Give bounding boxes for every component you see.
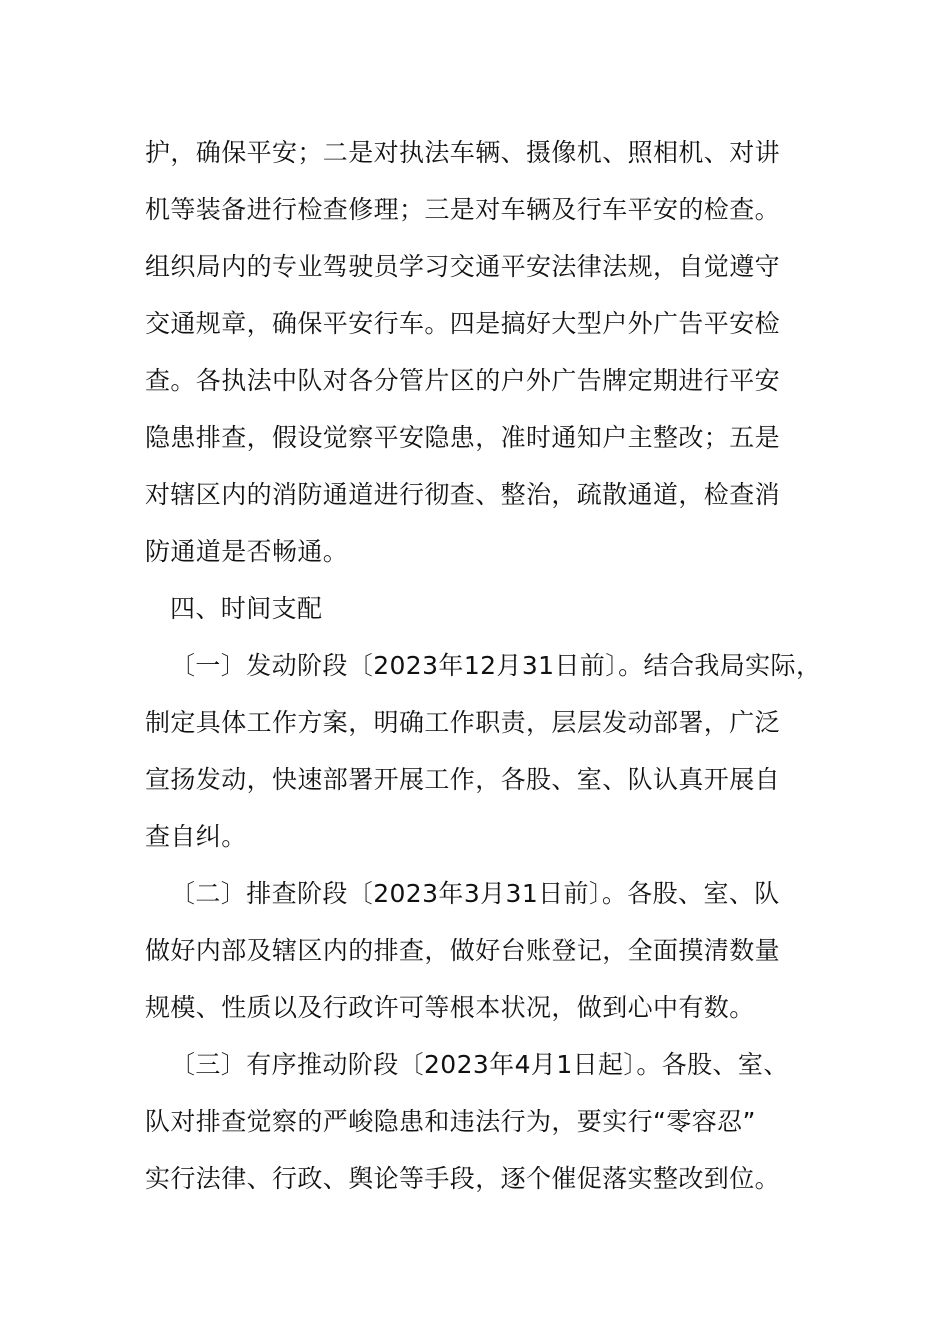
body-line: 护，确保平安；二是对执法车辆、摄像机、照相机、对讲 (145, 138, 781, 167)
body-line: 查。各执法中队对各分管片区的户外广告牌定期进行平安 (145, 366, 781, 395)
body-line: 制定具体工作方案，明确工作职责，层层发动部署，广泛 (145, 708, 781, 737)
body-line: 机等装备进行检查修理；三是对车辆及行车平安的检查。 (145, 195, 781, 224)
body-line: 隐患排查，假设觉察平安隐患，准时通知户主整改；五是 (145, 423, 781, 452)
document-body (145, 124, 825, 1207)
body-line: 做好内部及辖区内的排查，做好台账登记，全面摸清数量 (145, 936, 781, 965)
body-line: 宣扬发动，快速部署开展工作，各股、室、队认真开展自 (145, 765, 781, 794)
body-line: 对辖区内的消防通道进行彻查、整治，疏散通道，检查消 (145, 480, 781, 509)
body-line: 组织局内的专业驾驶员学习交通平安法律法规，自觉遵守 (145, 252, 781, 281)
paragraph-start: 〔三〕有序推动阶段〔2023年4月1日起〕。各股、室、 (170, 1050, 789, 1079)
paragraph-start: 〔一〕发动阶段〔2023年12月31日前〕。结合我局实际， (170, 651, 822, 680)
body-line: 实行法律、行政、舆论等手段，逐个催促落实整改到位。 (145, 1164, 781, 1193)
body-line: 队对排查觉察的严峻隐患和违法行为，要实行“零容忍” (145, 1107, 756, 1136)
paragraph-start: 〔二〕排查阶段〔2023年3月31日前〕。各股、室、队 (170, 879, 780, 908)
body-line: 规模、性质以及行政许可等根本状况，做到心中有数。 (145, 993, 755, 1022)
body-line: 防通道是否畅通。 (145, 537, 349, 566)
body-line: 交通规章，确保平安行车。四是搞好大型户外广告平安检 (145, 309, 781, 338)
body-line: 查自纠。 (145, 822, 247, 851)
section-heading: 四、时间支配 (170, 594, 323, 623)
